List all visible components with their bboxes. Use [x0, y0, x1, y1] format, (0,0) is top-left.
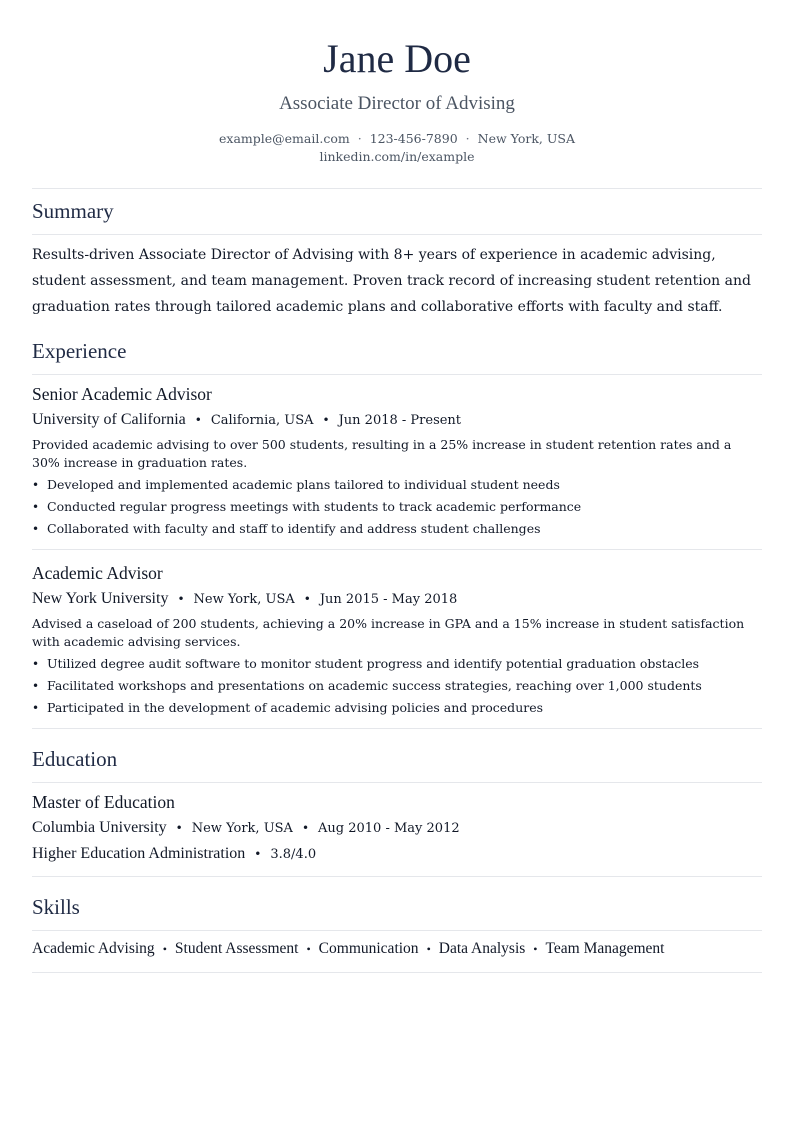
job-organization: New York University: [32, 590, 169, 607]
phone-text: 123-456-7890: [369, 131, 458, 146]
candidate-name: Jane Doe: [323, 36, 471, 81]
skill-separator: •: [306, 942, 311, 956]
experience-heading: Experience: [32, 339, 127, 363]
job-title: Academic Advisor: [32, 563, 163, 583]
school-name: Columbia University: [32, 819, 167, 836]
degree-title: Master of Education: [32, 792, 175, 812]
education-meta: [32, 818, 762, 839]
gpa-value: 3.8/4.0: [270, 847, 317, 862]
resume-header: [32, 0, 762, 166]
education-dates: Aug 2010 - May 2012: [318, 821, 460, 836]
divider: [32, 876, 762, 877]
job-bullet-text: Collaborated with faculty and staff to identify and address student challenges: [47, 521, 541, 536]
bullet-dot: •: [32, 679, 40, 693]
location-text: New York, USA: [477, 131, 575, 146]
meta-separator: •: [177, 592, 185, 606]
job-title: Senior Academic Advisor: [32, 384, 212, 404]
job-location: New York, USA: [193, 592, 295, 607]
skill-item: Team Management: [545, 940, 665, 957]
job-location: California, USA: [210, 413, 314, 428]
meta-separator: •: [322, 413, 330, 427]
divider: [32, 374, 762, 375]
school-location: New York, USA: [191, 821, 293, 836]
meta-separator: •: [194, 413, 202, 427]
job-description: Provided academic advising to over 500 students, resulting in a 25% increase in student retention rates and a 30% increase in graduation rates.: [32, 437, 732, 470]
meta-separator: •: [301, 821, 310, 835]
job-entry: [32, 383, 762, 540]
divider: [32, 930, 762, 931]
skill-separator: •: [162, 942, 167, 956]
job-bullet-list: [32, 653, 762, 719]
job-bullet: [32, 653, 762, 675]
skill-item: Student Assessment: [174, 940, 299, 957]
divider: [32, 782, 762, 783]
skill-separator: •: [533, 942, 538, 956]
education-entry: [32, 791, 762, 865]
job-bullet: [32, 518, 762, 540]
job-bullet-text: Participated in the development of academic advising policies and procedures: [47, 700, 544, 715]
bullet-dot: •: [32, 657, 40, 671]
meta-separator: •: [254, 847, 262, 861]
skill-item: Data Analysis: [438, 940, 526, 957]
job-bullet-text: Facilitated workshops and presentations on academic success strategies, reaching over 1,000 students: [47, 678, 702, 693]
divider: [32, 234, 762, 235]
job-bullet: [32, 474, 762, 496]
education-heading: Education: [32, 747, 118, 771]
job-description: Advised a caseload of 200 students, achieving a 20% increase in GPA and a 15% increase in student satisfaction with academic advising services.: [32, 616, 745, 649]
job-bullet-text: Conducted regular progress meetings with students to track academic performance: [47, 499, 582, 514]
skill-item: Academic Advising: [32, 940, 155, 957]
job-dates: Jun 2018 - Present: [338, 413, 462, 428]
job-bullet: [32, 496, 762, 518]
bullet-dot: •: [32, 701, 40, 715]
divider: [32, 728, 762, 729]
candidate-title: Associate Director of Advising: [279, 93, 515, 114]
job-entry: [32, 562, 762, 719]
contact-line-1: [32, 130, 762, 148]
bullet-dot: •: [32, 478, 40, 492]
linkedin-link[interactable]: linkedin.com/in/example: [319, 149, 475, 164]
contact-line-2: [32, 148, 762, 166]
contact-separator: ·: [465, 131, 470, 146]
job-bullet-text: Developed and implemented academic plans tailored to individual student needs: [47, 477, 560, 492]
job-meta: [32, 589, 762, 610]
meta-separator: •: [175, 821, 183, 835]
education-field-line: [32, 844, 762, 865]
divider: [32, 549, 762, 550]
job-organization: University of California: [32, 411, 186, 428]
summary-heading: Summary: [32, 199, 114, 223]
resume-page: [32, 0, 762, 957]
skill-separator: •: [426, 942, 431, 956]
job-bullet: [32, 675, 762, 697]
contact-info: [32, 130, 762, 166]
email-link[interactable]: example@email.com: [219, 131, 350, 146]
job-bullet-text: Utilized degree audit software to monitor student progress and identify potential graduation obstacles: [47, 656, 700, 671]
job-dates: Jun 2015 - May 2018: [319, 592, 458, 607]
bullet-dot: •: [32, 522, 40, 536]
job-bullet: [32, 697, 762, 719]
contact-separator: ·: [357, 131, 362, 146]
divider: [32, 188, 762, 189]
divider: [32, 972, 762, 973]
skills-heading: Skills: [32, 895, 80, 919]
job-meta: [32, 410, 762, 431]
meta-separator: •: [303, 592, 311, 606]
field-of-study: Higher Education Administration: [32, 845, 246, 862]
bullet-dot: •: [32, 500, 40, 514]
summary-text: Results-driven Associate Director of Advising with 8+ years of experience in academic advising, student assessment, and team management. Proven track record of increasing student retention and graduation rates through tailored academic plans and collaborative efforts with faculty and staff.: [32, 247, 751, 315]
job-bullet-list: [32, 474, 762, 540]
skill-item: Communication: [318, 940, 419, 957]
skills-list: [32, 938, 762, 960]
